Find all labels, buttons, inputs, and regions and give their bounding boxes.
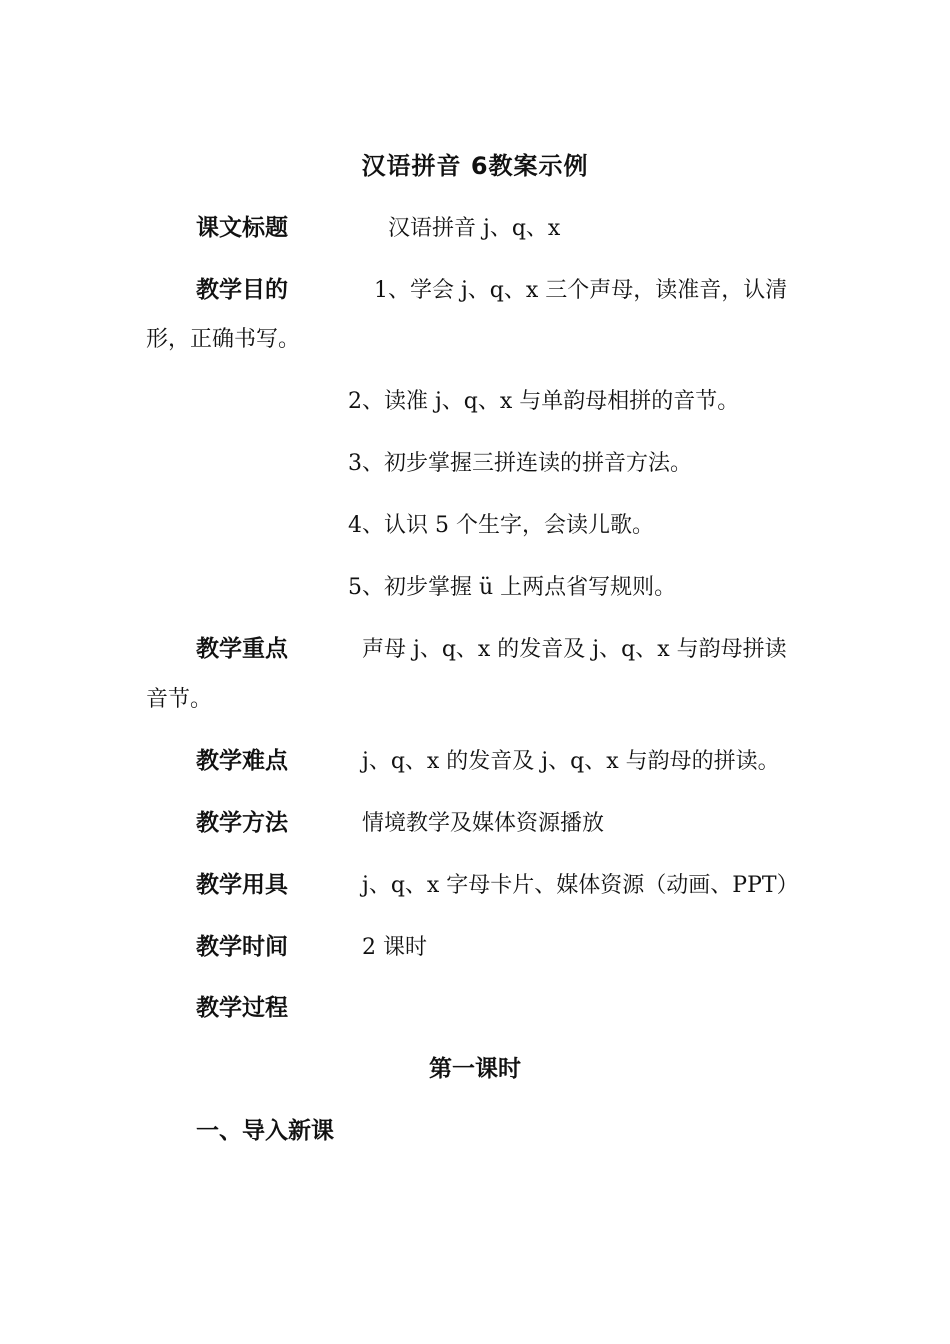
difficulties-label: 教学难点 bbox=[196, 748, 288, 774]
lesson-title-value: 汉语拼音 j、q、x bbox=[388, 216, 561, 241]
document-title: 汉语拼音 6教案示例 bbox=[361, 152, 589, 180]
objectives-label: 教学目的 bbox=[196, 277, 288, 303]
difficulties-value: j、q、x 的发音及 j、q、x 与韵母的拼读。 bbox=[362, 749, 780, 774]
key-points-line-1: 声母 j、q、x 的发音及 j、q、x 与韵母拼读 bbox=[362, 637, 787, 662]
objective-2: 2、读准 j、q、x 与单韵母相拼的音节。 bbox=[348, 389, 740, 414]
first-period-heading: 第一课时 bbox=[429, 1056, 521, 1082]
tools-value: j、q、x 字母卡片、媒体资源（动画、PPT） bbox=[362, 873, 799, 898]
time-value: 2 课时 bbox=[362, 935, 427, 960]
objective-3: 3、初步掌握三拼连读的拼音方法。 bbox=[348, 451, 692, 476]
key-points-line-2: 音节。 bbox=[146, 687, 213, 712]
methods-value: 情境教学及媒体资源播放 bbox=[362, 811, 605, 836]
objective-5: 5、初步掌握 ü 上两点省写规则。 bbox=[348, 575, 677, 600]
objective-1-line-2: 形，正确书写。 bbox=[146, 327, 301, 352]
objective-4: 4、认识 5 个生字，会读儿歌。 bbox=[348, 513, 654, 538]
tools-label: 教学用具 bbox=[196, 872, 288, 898]
lesson-title-label: 课文标题 bbox=[196, 215, 288, 241]
key-points-label: 教学重点 bbox=[196, 636, 288, 662]
methods-label: 教学方法 bbox=[196, 810, 288, 836]
process-label: 教学过程 bbox=[196, 995, 288, 1021]
objective-1-line-1: 1、学会 j、q、x 三个声母，读准音，认清 bbox=[374, 278, 788, 303]
section-one-heading: 一、导入新课 bbox=[196, 1118, 334, 1144]
time-label: 教学时间 bbox=[196, 934, 288, 960]
